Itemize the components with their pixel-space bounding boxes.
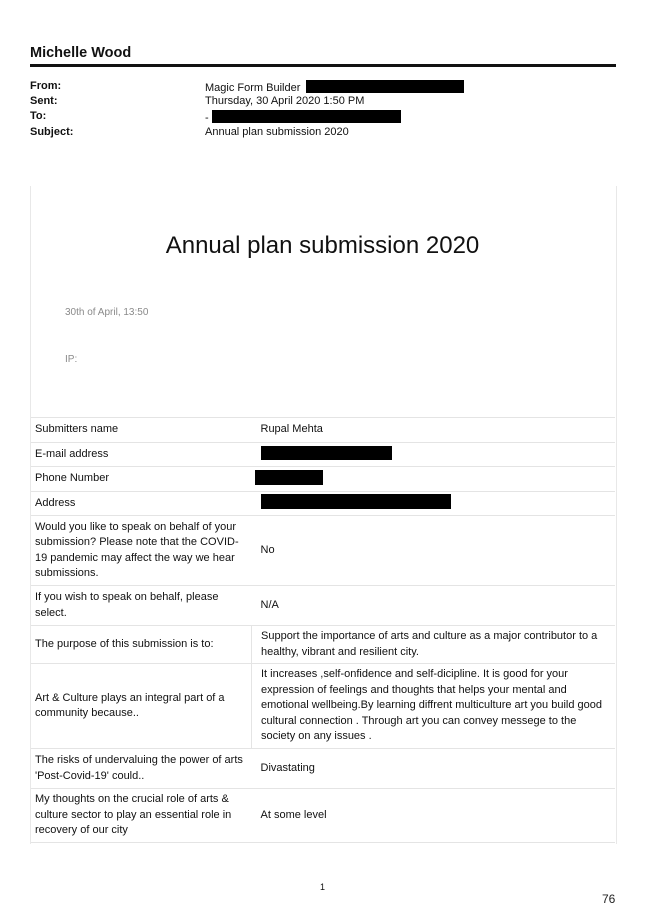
form-date: 30th of April, 13:50 <box>65 307 149 318</box>
sent-row <box>30 95 616 110</box>
sent-label: Sent: <box>30 95 58 107</box>
table-row <box>31 516 615 586</box>
row-label: The risks of undervaluing the power of arts 'Post-Covid-19' could.. <box>31 749 252 789</box>
from-row <box>30 80 616 95</box>
redacted-to-email <box>212 110 401 123</box>
subject-label: Subject: <box>30 126 74 138</box>
row-value <box>252 443 616 467</box>
row-label: If you wish to speak on behalf, please select. <box>31 586 252 626</box>
table-row <box>31 664 615 749</box>
to-prefix: - <box>205 112 209 124</box>
table-row <box>31 492 615 516</box>
to-value <box>205 110 401 124</box>
form-title: Annual plan submission 2020 <box>165 232 480 259</box>
row-value: N/A <box>252 586 616 626</box>
from-label: From: <box>30 80 62 92</box>
page-number: 1 <box>319 882 325 892</box>
row-value: At some level <box>252 789 616 843</box>
to-label: To: <box>30 110 47 122</box>
table-row <box>31 443 615 467</box>
row-label: Address <box>31 492 252 516</box>
row-label: My thoughts on the crucial role of arts & culture sector to play an essential role in recovery of our city <box>31 789 252 843</box>
table-row <box>31 418 615 443</box>
table-row <box>31 586 615 626</box>
redacted-address <box>261 494 451 509</box>
row-label: The purpose of this submission is to: <box>31 626 252 664</box>
subject-value: Annual plan submission 2020 <box>205 126 349 138</box>
row-value <box>252 492 616 516</box>
row-value: Rupal Mehta <box>252 418 616 443</box>
row-value: Divastating <box>252 749 616 789</box>
redacted-from-email <box>306 80 464 93</box>
from-name: Magic Form Builder <box>205 82 301 94</box>
to-row <box>30 110 616 125</box>
redacted-email <box>261 446 392 460</box>
row-label: Would you like to speak on behalf of your submission? Please note that the COVID-19 pandemic may affect the way we hear submissions. <box>31 516 252 586</box>
subject-row <box>30 126 616 141</box>
row-label: Art & Culture plays an integral part of a community because.. <box>31 664 252 749</box>
row-label: Phone Number <box>31 467 252 492</box>
header-rule <box>30 64 616 67</box>
row-value <box>252 467 616 492</box>
row-value: It increases ,self-onfidence and self-dicipline. It is good for your expression of feelings and thoughts that helps your mental and emotional wellbeing.By learning diffrent multiculture art you build good cultural connection . Through art you can convey messege to the society on any issues . <box>252 664 616 749</box>
row-label: E-mail address <box>31 443 252 467</box>
submission-table <box>31 417 615 843</box>
form-ip-label: IP: <box>65 354 78 365</box>
redacted-phone <box>255 470 323 485</box>
table-row <box>31 789 615 843</box>
sent-value: Thursday, 30 April 2020 1:50 PM <box>205 95 365 107</box>
row-value: No <box>252 516 616 586</box>
table-row <box>31 626 615 664</box>
document-page-stamp: 76 <box>602 892 616 906</box>
row-value: Support the importance of arts and culture as a major contributor to a healthy, vibrant and resilient city. <box>252 626 616 664</box>
sender-name: Michelle Wood <box>30 45 132 61</box>
from-value <box>205 80 464 94</box>
table-row <box>31 467 615 492</box>
row-label: Submitters name <box>31 418 252 443</box>
table-row <box>31 749 615 789</box>
